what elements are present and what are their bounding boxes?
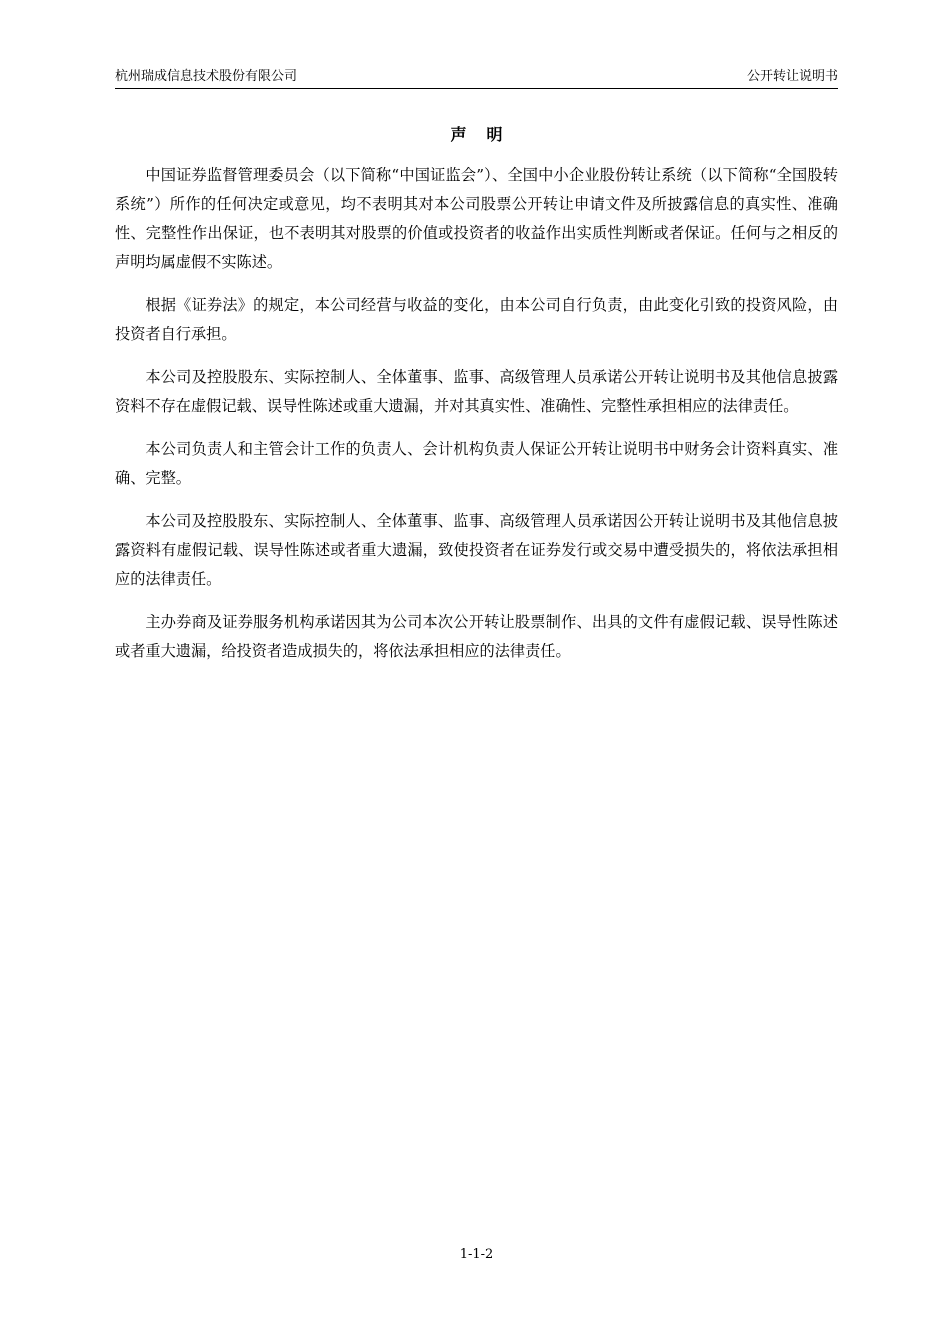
- paragraph-3: 本公司及控股股东、实际控制人、全体董事、监事、高级管理人员承诺公开转让说明书及其他信息披露资料不存在虚假记载、误导性陈述或重大遗漏，并对其真实性、准确性、完整性承担相应的法律责任。: [115, 368, 838, 415]
- paragraph-1: 中国证券监督管理委员会（以下简称“中国证监会”）、全国中小企业股份转让系统（以下简称“全国股转系统”）所作的任何决定或意见，均不表明其对本公司股票公开转让申请文件及所披露信息的真实性、准确性、完整性作出保证，也不表明其对股票的价值或投资者的收益作出实质性判断或者保证。任何与之相反的声明均属虚假不实陈述。: [115, 166, 838, 271]
- paragraph-4: 本公司负责人和主管会计工作的负责人、会计机构负责人保证公开转让说明书中财务会计资料真实、准确、完整。: [115, 440, 838, 487]
- paragraph-5: 本公司及控股股东、实际控制人、全体董事、监事、高级管理人员承诺因公开转让说明书及其他信息披露资料有虚假记载、误导性陈述或者重大遗漏，致使投资者在证券发行或交易中遭受损失的，将依法承担相应的法律责任。: [115, 512, 838, 588]
- declaration-body: [115, 161, 838, 680]
- page-title: 声明: [450, 125, 523, 144]
- header-document-type: 公开转让说明书: [746, 69, 838, 84]
- paragraph-6: 主办券商及证券服务机构承诺因其为公司本次公开转让股票制作、出具的文件有虚假记载、误导性陈述或者重大遗漏，给投资者造成损失的，将依法承担相应的法律责任。: [115, 613, 838, 660]
- paragraph-2: 根据《证券法》的规定，本公司经营与收益的变化，由本公司自行负责，由此变化引致的投资风险，由投资者自行承担。: [115, 296, 838, 343]
- page-number: 1-1-2: [459, 1247, 494, 1262]
- header-company-name: 杭州瑞成信息技术股份有限公司: [115, 69, 298, 84]
- page-header: [115, 66, 838, 89]
